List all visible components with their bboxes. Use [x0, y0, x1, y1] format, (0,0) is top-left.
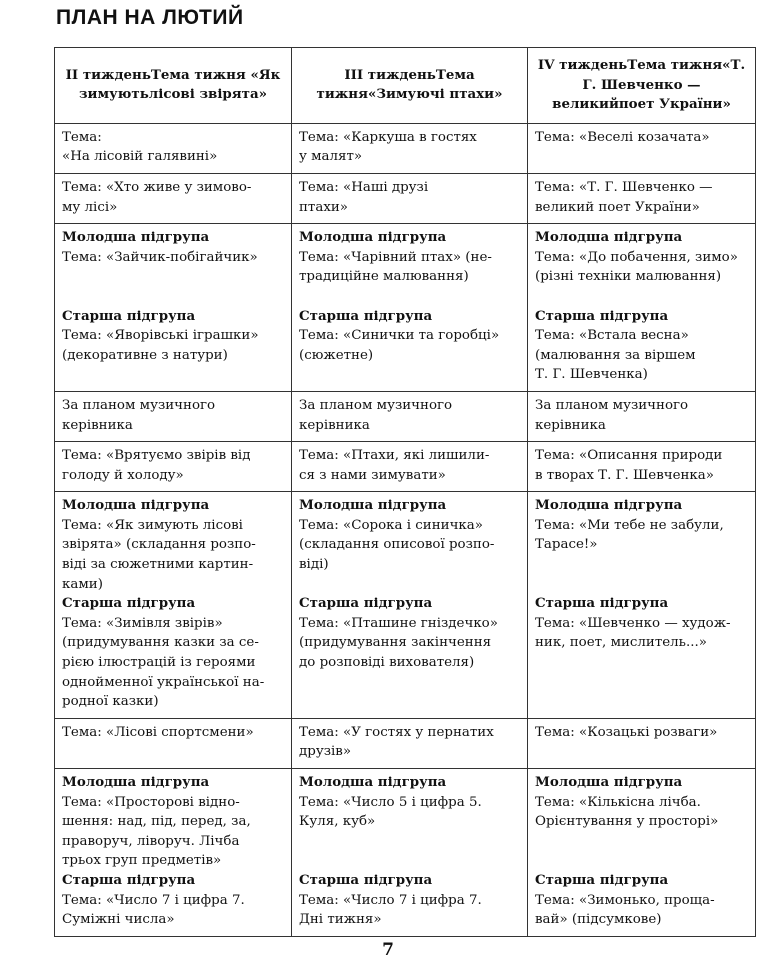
table-cell	[292, 173, 528, 223]
cell-line: Т. Г. Шевченка)	[535, 367, 648, 383]
subgroup-label: Старша підгрупа	[299, 595, 433, 612]
subgroup-label: Старша підгрупа	[535, 871, 669, 888]
cell-line: Тема:	[62, 129, 102, 145]
page-title: ПЛАН НА ЛЮТИЙ	[56, 6, 244, 29]
cell-line: Тема: «У гостях у пернатих	[299, 724, 494, 740]
cell-line: За планом музичного	[535, 397, 689, 413]
cell-line: «На лісовій галявині»	[62, 149, 218, 165]
cell-line: до розповіді вихователя)	[299, 655, 475, 671]
cell-line: ся з нами зимувати»	[299, 467, 446, 483]
table-cell	[55, 718, 292, 768]
cell-line: Куля, куб»	[299, 814, 376, 830]
cell-line: шення: над, під, перед, за,	[62, 814, 251, 830]
cell-line: (сюжетне)	[299, 347, 374, 363]
cell-line: ник, поет, мислитель...»	[535, 635, 707, 651]
header-line: Тема тижня	[316, 66, 475, 103]
table-cell	[55, 391, 292, 441]
cell-line: великий поет України»	[535, 199, 700, 215]
table-cell	[55, 769, 292, 937]
cell-line: Тема: «Т. Г. Шевченко —	[535, 179, 713, 195]
spacer	[62, 267, 285, 287]
cell-line: Тема: «Наші друзі	[299, 179, 429, 195]
subgroup-label: Старша підгрупа	[62, 307, 196, 324]
cell-line: віді за сюжетними картин-	[62, 557, 254, 573]
subgroup-label: Молодша підгрупа	[535, 229, 683, 246]
table-row	[55, 173, 756, 223]
header-week-3	[292, 48, 528, 124]
table-row	[55, 123, 756, 173]
subgroup-label: Молодша підгрупа	[535, 774, 683, 790]
cell-line: (декоративне з натури)	[62, 347, 228, 363]
cell-line: традиційне малювання)	[299, 269, 469, 285]
cell-line: керівника	[299, 417, 370, 433]
subgroup-label: Молодша підгрупа	[62, 774, 210, 790]
table-cell	[528, 442, 756, 492]
table-cell	[292, 123, 528, 173]
plan-table-body	[55, 123, 756, 936]
cell-line: віді)	[299, 557, 329, 573]
subgroup-label: Молодша підгрупа	[62, 497, 210, 514]
cell-line: Тема: «Пташине гніздечко»	[299, 615, 498, 631]
cell-line: Тема: «Зайчик-побігайчик»	[62, 249, 258, 265]
spacer	[299, 851, 521, 871]
cell-line: Тема: «Веселі козачата»	[535, 129, 710, 145]
spacer	[299, 575, 521, 595]
cell-line: Тема: «Синички та горобці»	[299, 328, 500, 344]
table-cell	[55, 173, 292, 223]
subgroup-label: Старша підгрупа	[535, 595, 669, 612]
cell-line: Тема: «Яворівські іграшки»	[62, 328, 259, 344]
subgroup-label: Старша підгрупа	[62, 871, 196, 888]
table-row	[55, 769, 756, 937]
spacer	[299, 832, 521, 852]
header-line: «Т. Г. Шевченко — великий	[552, 57, 746, 113]
table-row	[55, 442, 756, 492]
subgroup-label: Старша підгрупа	[299, 307, 433, 324]
cell-line: Орієнтування у просторі»	[535, 814, 719, 830]
header-line: лісові звірята»	[148, 86, 267, 103]
header-line: Тема тижня «Як зимують	[78, 66, 281, 103]
header-line: ІІІ тиждень	[344, 66, 436, 83]
subgroup-label: Молодша підгрупа	[535, 497, 683, 514]
table-row	[55, 718, 756, 768]
header-week-2	[55, 48, 292, 124]
cell-line: Тема: «Каркуша в гостях	[299, 129, 477, 145]
cell-line: Тема: «Шевченко — худож-	[535, 615, 731, 631]
cell-line: однойменної української на-	[62, 674, 265, 690]
table-cell	[528, 173, 756, 223]
cell-line: Тарасе!»	[535, 537, 598, 553]
cell-line: Тема: «Зимівля звірів»	[62, 615, 223, 631]
cell-line: праворуч, ліворуч. Лічба	[62, 833, 240, 849]
cell-line: друзів»	[299, 744, 352, 760]
cell-line: трьох груп предметів»	[62, 853, 222, 869]
cell-line: рією ілюстрацій із героями	[62, 655, 256, 671]
cell-line: Тема: «Просторові відно-	[62, 794, 240, 810]
cell-line: За планом музичного	[62, 397, 216, 413]
cell-line: Суміжні числа»	[62, 912, 175, 928]
cell-line: керівника	[62, 417, 133, 433]
header-line: «Зимуючі птахи»	[367, 86, 503, 103]
cell-line: Тема: «Число 7 і цифра 7.	[299, 892, 482, 908]
cell-line: Тема: «Хто живе у зимово-	[62, 179, 252, 195]
subgroup-label: Старша підгрупа	[62, 595, 196, 612]
cell-line: Тема: «Птахи, які лишили-	[299, 448, 490, 464]
cell-line: Тема: «Кількісна лічба.	[535, 794, 701, 810]
table-cell	[55, 492, 292, 719]
table-cell	[528, 123, 756, 173]
table-cell	[292, 391, 528, 441]
plan-table	[54, 47, 756, 937]
table-cell	[528, 718, 756, 768]
cell-line: му лісі»	[62, 199, 118, 215]
cell-line: За планом музичного	[299, 397, 453, 413]
cell-line: Тема: «Врятуємо звірів від	[62, 448, 251, 464]
table-cell	[55, 123, 292, 173]
spacer	[535, 575, 749, 595]
spacer	[299, 287, 521, 307]
cell-line: Дні тижня»	[299, 912, 382, 928]
table-cell	[528, 492, 756, 719]
spacer	[535, 851, 749, 871]
cell-line: (придумування закінчення	[299, 635, 492, 651]
table-cell	[55, 224, 292, 392]
cell-line: Тема: «Число 5 і цифра 5.	[299, 794, 482, 810]
cell-line: (складання описової розпо-	[299, 537, 495, 553]
cell-line: керівника	[535, 417, 606, 433]
table-row	[55, 391, 756, 441]
header-line: Тема тижня	[627, 57, 723, 73]
header-line: IV тиждень	[537, 57, 628, 73]
cell-line: птахи»	[299, 199, 348, 215]
spacer	[535, 287, 749, 307]
table-row	[55, 224, 756, 392]
subgroup-label: Молодша підгрупа	[299, 774, 447, 790]
cell-line: Тема: «Описання природи	[535, 448, 723, 464]
subgroup-label: Молодша підгрупа	[62, 229, 210, 246]
cell-line: (придумування казки за се-	[62, 635, 259, 651]
cell-line: Тема: «Ми тебе не забули,	[535, 517, 724, 533]
cell-line: у малят»	[299, 149, 363, 165]
table-cell	[55, 442, 292, 492]
cell-line: (різні техніки малювання)	[535, 269, 722, 285]
cell-line: Тема: «Чарівний птах» (не-	[299, 249, 492, 265]
table-cell	[292, 224, 528, 392]
cell-line: родної казки)	[62, 694, 159, 710]
cell-line: Тема: «Лісові спортсмени»	[62, 724, 254, 740]
cell-line: вай» (підсумкове)	[535, 912, 662, 928]
page-number: 7	[382, 940, 394, 960]
spacer	[62, 287, 285, 307]
table-cell	[292, 492, 528, 719]
table-cell	[528, 224, 756, 392]
subgroup-label: Молодша підгрупа	[299, 497, 447, 514]
header-week-4	[528, 48, 756, 124]
cell-line: (малювання за віршем	[535, 347, 696, 363]
cell-line: Тема: «Козацькі розваги»	[535, 724, 718, 740]
cell-line: Тема: «До побачення, зимо»	[535, 249, 738, 265]
header-line: ІІ тиждень	[65, 66, 151, 83]
cell-line: Тема: «Як зимують лісові	[62, 517, 243, 533]
table-cell	[292, 718, 528, 768]
table-cell	[292, 442, 528, 492]
subgroup-label: Старша підгрупа	[535, 307, 669, 324]
table-cell	[528, 769, 756, 937]
table-cell	[528, 391, 756, 441]
cell-line: Тема: «Число 7 і цифра 7.	[62, 892, 245, 908]
spacer	[535, 555, 749, 575]
cell-line: ками)	[62, 576, 103, 592]
table-row	[55, 492, 756, 719]
cell-line: голоду й холоду»	[62, 467, 184, 483]
header-row	[55, 48, 756, 124]
subgroup-label: Молодша підгрупа	[299, 229, 447, 246]
spacer	[535, 832, 749, 852]
cell-line: Тема: «Сорока і синичка»	[299, 517, 483, 533]
table-cell	[292, 769, 528, 937]
cell-line: в творах Т. Г. Шевченка»	[535, 467, 714, 483]
subgroup-label: Старша підгрупа	[299, 871, 433, 888]
cell-line: звірята» (складання розпо-	[62, 537, 256, 553]
cell-line: Тема: «Встала весна»	[535, 328, 689, 344]
cell-line: Тема: «Зимонько, проща-	[535, 892, 715, 908]
header-line: поет України»	[618, 96, 731, 113]
